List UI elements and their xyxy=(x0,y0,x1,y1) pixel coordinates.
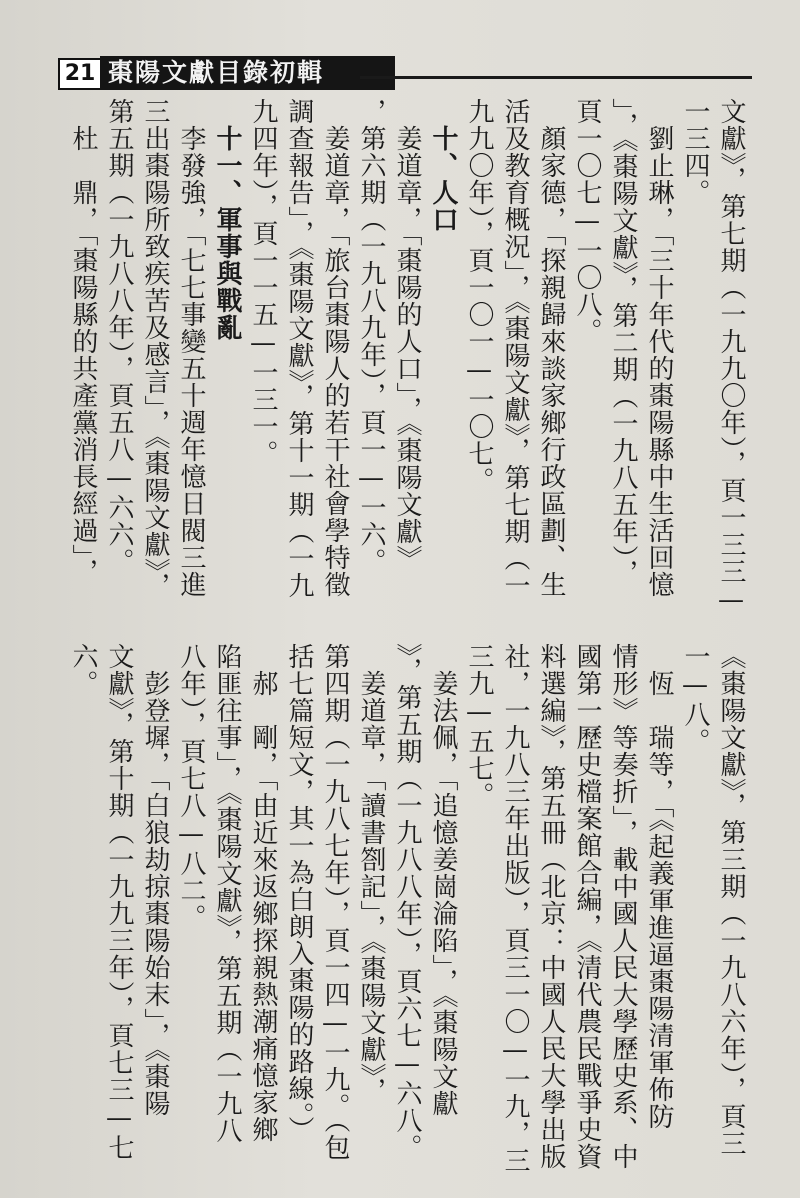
text-column: 頁一〇七—一〇八。 xyxy=(572,98,602,345)
text-column: 郝 剛，「由近來返鄉探親熱潮痛憶家鄉 xyxy=(248,643,278,1143)
text-column: 姜道章，「棗陽的人口」，《棗陽文獻》 xyxy=(392,98,422,572)
section-heading-population: 十、人口 xyxy=(428,98,458,233)
text-column: 文獻》，第十期（一九九三年），頁七三—七 xyxy=(104,643,134,1161)
text-column: 姜法佩，「追憶姜崗淪陷」，《棗陽文獻 xyxy=(428,643,458,1117)
text-column: 」，《棗陽文獻》，第二期（一九八五年）， xyxy=(608,98,638,586)
text-column: 國第一歷史檔案館合編，《清代農民戰爭史資 xyxy=(572,643,602,1170)
text-column: 《棗陽文獻》，第三期（一九八六年），頁三 xyxy=(716,643,746,1157)
bottom-text-band xyxy=(50,643,750,1178)
text-column: 第五期（一九八八年），頁五八—六六。 xyxy=(104,98,134,575)
text-column: 李發強，「七七事變五十週年憶日閥三進 xyxy=(176,98,206,598)
text-column: 姜道章，「讀書劄記」，《棗陽文獻》， xyxy=(356,643,386,1104)
text-column: 彭登墀，「白狼劫掠棗陽始末」，《棗陽 xyxy=(140,643,170,1117)
text-column: 恆 瑞等，「《起義軍進逼棗陽清軍佈防 xyxy=(644,643,674,1130)
running-header xyxy=(52,56,742,92)
text-column: 杜 鼎，「棗陽縣的共產黨消長經過」， xyxy=(68,98,98,585)
text-column: 一三四。 xyxy=(680,98,710,206)
header-rule xyxy=(360,76,752,79)
text-column: 姜道章，「旅台棗陽人的若干社會學特徵 xyxy=(320,98,350,598)
text-column: 九九〇年），頁一〇一—一〇七。 xyxy=(464,98,494,494)
text-column: 括七篇短文，其一為白朗入棗陽的路線。） xyxy=(284,643,314,1143)
page-number: 21 xyxy=(58,58,102,90)
text-column: ，第六期（一九八九年），頁一—一六。 xyxy=(356,98,386,575)
text-column: 三出棗陽所致疾苦及感言」，《棗陽文獻》， xyxy=(140,98,170,599)
text-column: 第四期（一九八七年），頁一四—一九。（包 xyxy=(320,643,350,1161)
text-column: 一—八。 xyxy=(680,643,710,755)
text-column: 顏家德，「探親歸來談家鄉行政區劃、生 xyxy=(536,98,566,598)
text-column: 陷匪往事」，《棗陽文獻》，第五期（一九八 xyxy=(212,643,242,1144)
text-column: 八年），頁七八—八二。 xyxy=(176,643,206,931)
text-column: 料選編》，第五冊（北京：中國人民大學出版 xyxy=(536,643,566,1170)
text-column: 調查報告」，《棗陽文獻》，第十一期（一九 xyxy=(284,98,314,599)
text-column: 情形》等奏折」，載中國人民大學歷史系、中 xyxy=(608,643,638,1170)
text-column: 社，一九八三年出版），頁三一〇—一九，三 xyxy=(500,643,530,1174)
top-text-band xyxy=(50,98,750,633)
text-column: 三九—五七。 xyxy=(464,643,494,809)
text-column: 文獻》，第七期（一九九〇年），頁一三三— xyxy=(716,98,746,616)
text-column: 六。 xyxy=(68,643,98,697)
section-heading-military: 十一、軍事與戰亂 xyxy=(212,98,242,341)
text-column: 活及教育概況」，《棗陽文獻》，第七期（一 xyxy=(500,98,530,599)
text-column: 》，第五期（一九八八年），頁六七—六八。 xyxy=(392,643,422,1161)
text-column: 九四年），頁一一五—一三一。 xyxy=(248,98,278,467)
running-title: 棗陽文獻目錄初輯 xyxy=(100,56,395,90)
text-column: 劉止琳，「三十年代的棗陽縣中生活回憶 xyxy=(644,98,674,598)
